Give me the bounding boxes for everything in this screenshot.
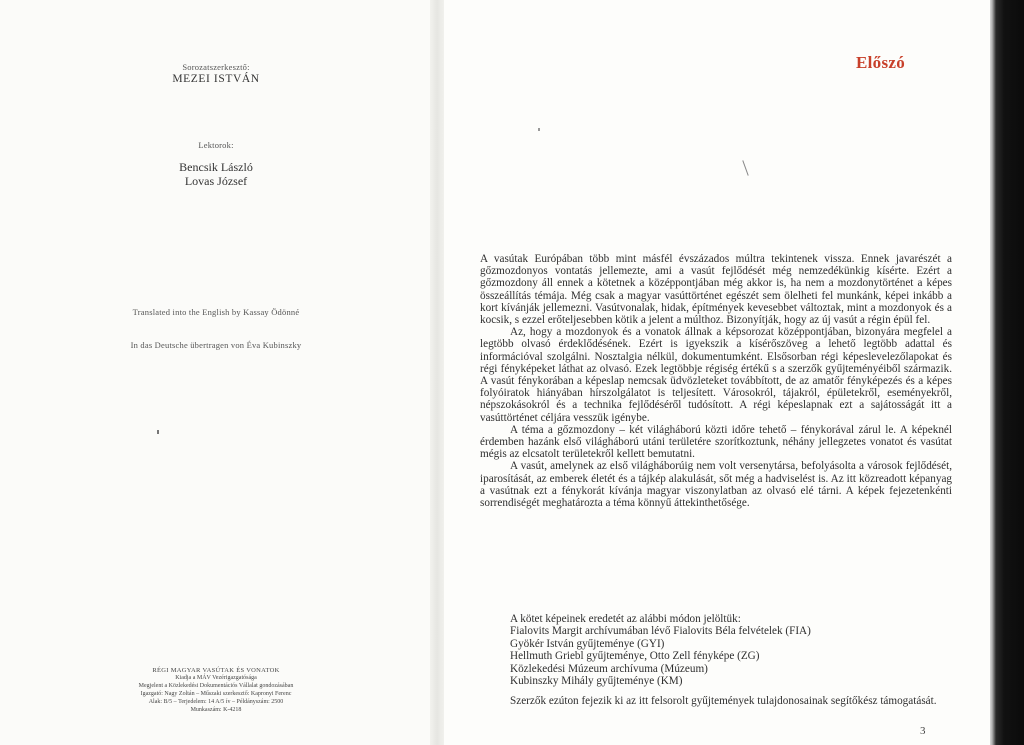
- source-item: Kubinszky Mihály gyűjteménye (KM): [510, 675, 683, 688]
- imprint-line: Kiadja a MÁV Vezérigazgatósága: [175, 675, 257, 681]
- source-item: Gyökér István gyűjteménye (GYI): [510, 637, 665, 650]
- book-edge: [990, 0, 1024, 745]
- left-page: [0, 0, 432, 745]
- paragraph: A vasútak Európában több mint másfél évszázados múltra tekintenek vissza. Ennek javarészét a gőzmozdonyos vontatás jellemezte, ami a vasút fejlődését még nemzedékünkig kísérte. Ezért a gőzmozdony áll ennek a kötetnek a középpontjában még akkor is, ha nem a mozdonytörténet a képes összeállítás témája. Még csak a magyar vasúttörténet egészét sem ölelheti fel munkánk, képei inkább a kort kívánják jellemezni. Vasútvonalak, hidak, építmények kevesebbet változtak, mint a mozdonyok és a kocsik, s ezzel erőteljesebben kötik a jelent a múlthoz. Bizonyítják, hogy az új vasút a régin épül fel.: [480, 253, 952, 327]
- speck-mark: [538, 128, 540, 131]
- imprint-line: Megjelent a Közlekedési Dokumentációs Vállalat gondozásában: [138, 683, 294, 689]
- reviewer-name: Lovas József: [184, 174, 248, 188]
- imprint-line: Igazgató: Nagy Zoltán – Műszaki szerkesztő: Kapronyi Ferenc: [140, 691, 292, 697]
- speck-mark: [157, 430, 159, 434]
- series-editor-name: MEZEI ISTVÁN: [172, 73, 260, 85]
- series-editor-label: Sorozatszerkesztő:: [182, 62, 250, 72]
- translation-german: In das Deutsche übertragen von Éva Kubinszky: [130, 340, 302, 350]
- source-item: Közlekedési Múzeum archívuma (Múzeum): [510, 662, 708, 675]
- source-item: Hellmuth Griebl gyűjteménye, Otto Zell fényképe (ZG): [510, 650, 760, 663]
- preface-body: [480, 253, 952, 509]
- page-number: 3: [920, 725, 926, 737]
- paragraph: Az, hogy a mozdonyok és a vonatok állnak a képsorozat középpontjában, bizonyára megfelel a legtöbb olvasó érdeklődésének. Ezért is igyekszik a kísérőszöveg a lehető legtöbb adattal és információval szolgálni. Nosztalgia nélkül, dokumentumként. Elsősorban régi képeslevelezőlapokat és régi fényképeket láthat az olvasó. Ezek legtöbbje régiség értékű s a szerzők gyűjteményéiből származik. A vasút fénykorában a képeslap nemcsak üdvözleteket továbbított, de az amatőr fényképezés és a képes folyóiratok hiányában hírszolgálatot is teljesített. Városokról, tájakról, épületekről, eseményekről, népszokásokról és a technika fejlődéséről tudósított. A régi képeslapnak ezt a sajátosságát itt a vasúttörténet céljára vesszük igénybe.: [480, 326, 952, 424]
- imprint-line: Alak: B/5 – Terjedelem: 14 A/5 ív – Példányszám: 2500: [148, 699, 284, 705]
- reviewer-name: Bencsik László: [179, 160, 253, 174]
- book-gutter: [430, 0, 444, 745]
- imprint-title: RÉGI MAGYAR VASÚTAK ÉS VONATOK: [152, 667, 280, 674]
- paragraph: Szerzők ezúton fejezik ki az itt felsorolt gyűjtemények tulajdonosainak segítőkész támogatását.: [510, 695, 937, 707]
- reviewers-label: Lektorok:: [198, 140, 234, 150]
- translation-english: Translated into the English by Kassay Ödönné: [132, 307, 300, 317]
- paragraph: A vasút, amelynek az első világháborúig nem volt versenytársa, befolyásolta a városok fejlődését, iparosítását, az emberek életét és a tájkép alakulását, sőt még a hadviselést is. Az itt közreadott képanyag a vasútnak ezt a fénykorát kívánja magyar viszonylatban az olvasó elé tárni. A képek fejezetenkénti sorrendiségét meghatározta a téma könnyű áttekinthetősége.: [480, 460, 952, 510]
- imprint-line: Munkaszám: K-4218: [190, 707, 242, 713]
- closing-paragraph: [480, 695, 952, 707]
- source-item: Fialovits Margit archívumában lévő Fialovits Béla felvételek (FIA): [510, 625, 811, 638]
- sources-list: [510, 613, 952, 687]
- paragraph: A téma a gőzmozdony – két világháború közti időre tehető – fénykorával zárul le. A képeknél érdemben hazánk első világháború utáni területére szorítkoztunk, néhány jellegzetes vonatot és vasútat mégis az elcsatolt területekről kellett bemutatni.: [480, 423, 952, 461]
- page-title: Előszó: [856, 53, 906, 72]
- sources-intro: A kötet képeinek eredetét az alábbi módon jelöltük:: [510, 613, 741, 625]
